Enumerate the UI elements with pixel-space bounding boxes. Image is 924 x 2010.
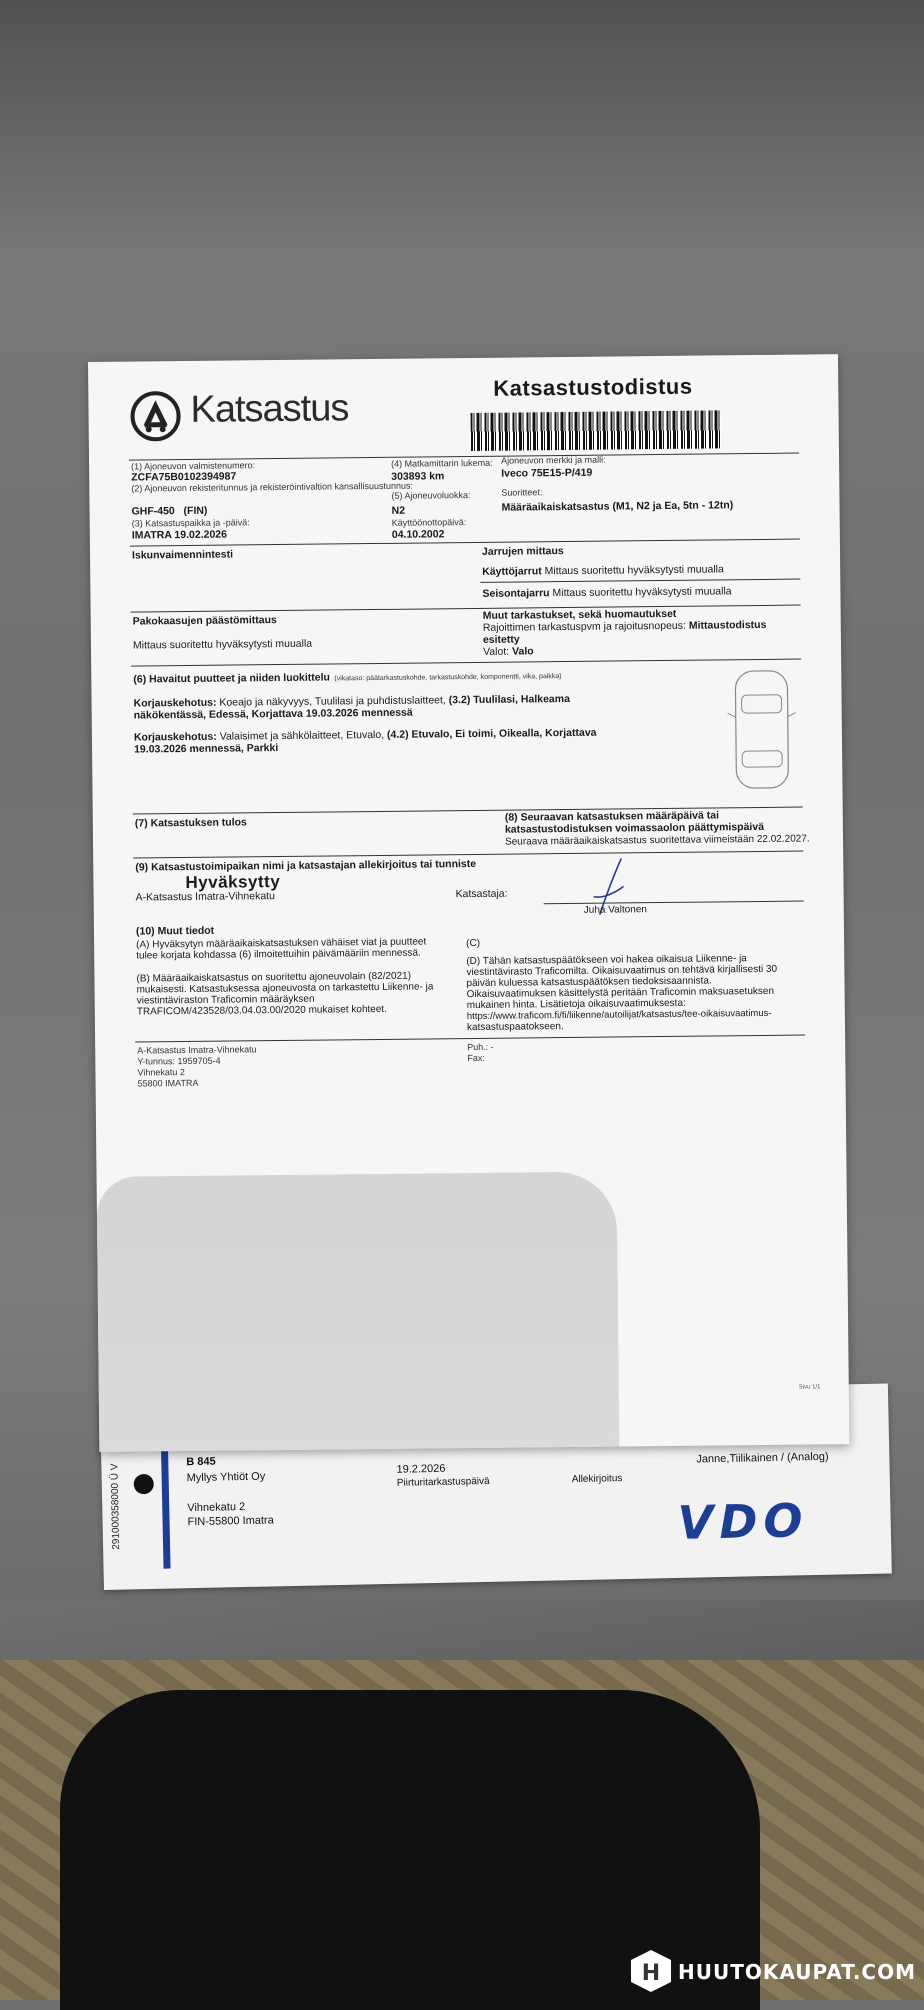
misc-d-4: Oikaisuvaatimuksen käsittelystä peritään Traficomin maksuasetuksen xyxy=(466,985,775,1001)
brand-name: Katsastus xyxy=(190,387,349,431)
watermark-text: HUUTOKAUPAT.COM xyxy=(678,1960,916,1984)
defect2-item: (4.2) Etuvalo, Ei toimi, Oikealla, Korjattava xyxy=(386,726,597,741)
defect1-detail: näkökentässä, Edessä, Korjattava 19.03.2026 mennessä xyxy=(133,706,413,722)
reg-value: GHF-450 (FIN) xyxy=(131,504,208,518)
misc-title: (10) Muut tiedot xyxy=(135,924,215,938)
vin-label: (1) Ajoneuvon valmistenumero: xyxy=(131,460,256,472)
vdo-logo: VDO xyxy=(677,1493,810,1550)
odometer-value: 303893 km xyxy=(391,470,445,483)
signature-title: (9) Katsastustoimipaikan nimi ja katsastajan allekirjoitus tai tunniste xyxy=(135,857,477,874)
result-value: Hyväksytty xyxy=(185,872,281,893)
place-label: (3) Katsastuspaikka ja -päivä: xyxy=(131,517,250,529)
class-value: N2 xyxy=(391,504,406,517)
misc-d-3: päivän kuluessa katsastuspäätöksen tiedoksisaannista. xyxy=(466,975,712,990)
misc-d-1: (D) Tähän katsastuspäätökseen voi hakea oikaisua Liikenne- ja xyxy=(466,953,747,968)
parking-brake-value: Mittaus suoritettu hyväksytysti muualla xyxy=(552,585,732,600)
misc-b-1: (B) Määräaikaiskatsastus on suoritettu ajoneuvolain (82/2021) xyxy=(136,970,412,985)
defect2-detail: 19.03.2026 mennessä, Parkki xyxy=(133,742,279,756)
defect2-label: Korjauskehotus: xyxy=(133,730,217,744)
signer-name: Janne,Tiilikainen / (Analog) xyxy=(696,1450,829,1466)
misc-d-2: viestintävirasto Traficomilta. Oikaisuvaatimus on tehtävä kirjallisesti 30 xyxy=(466,963,778,979)
misc-c: (C) xyxy=(466,937,481,950)
defects-hint: (vikataso: päätarkastuskohde, tarkastuskohde, komponentti, vika, paikka) xyxy=(334,673,562,683)
workshop-address: Vihnekatu 2 xyxy=(187,1500,246,1515)
workshop-city: FIN-55800 Imatra xyxy=(187,1514,274,1529)
place-value: IMATRA 19.02.2026 xyxy=(131,528,228,542)
inspector-label: Katsastaja: xyxy=(455,887,508,901)
parking-brake-label: Seisontajarru xyxy=(482,587,550,600)
result-title: (7) Katsastuksen tulos xyxy=(134,816,247,830)
misc-a-2: tulee korjata kohdassa (6) ilmoitettuihin päivämääriin mennessä. xyxy=(136,947,421,962)
lights-value: Valo xyxy=(511,645,534,658)
check-date-label: Piirturitarkastuspäivä xyxy=(396,1475,490,1489)
performed-value: Määräaikaiskatsastus (M1, N2 ja Ea, 5tn - 12tn) xyxy=(501,499,734,514)
inspector-name: Juha Valtonen xyxy=(583,904,648,916)
next-title-1: (8) Seuraavan katsastuksen määräpäivä tai xyxy=(504,809,720,824)
footer-business-id: Y-tunnus: 1959705-4 xyxy=(137,1055,221,1067)
serial-number: 291000358000 Ü V xyxy=(109,1463,123,1550)
station-name: A-Katsastus Imatra-Vihnekatu xyxy=(135,890,275,904)
next-text: Seuraava määräaikaiskatsastus suoritettava viimeistään 22.02.2027. xyxy=(504,833,810,848)
other-line1-value: Mittaustodistus xyxy=(688,618,767,632)
make-value: Iveco 75E15-P/419 xyxy=(501,466,593,480)
misc-a-1: (A) Hyväksytyn määräaikaiskatsastuksen vähäiset viat ja puutteet xyxy=(136,936,427,951)
footer-street: Vihnekatu 2 xyxy=(137,1067,185,1078)
footer-phone: Puh.: - xyxy=(467,1041,494,1053)
next-title-2: katsastustodistuksen voimassaolon päättymispäivä xyxy=(504,820,765,836)
signature-label: Allekirjoitus xyxy=(571,1473,623,1486)
car-diagram-icon xyxy=(721,667,802,793)
workshop-code: B 845 xyxy=(186,1455,216,1469)
blue-strip xyxy=(161,1449,171,1569)
workshop-name: Myllys Yhtiöt Oy xyxy=(186,1470,266,1485)
misc-b-4: TRAFICOM/423528/03.04.03.00/2020 mukaiset kohteet. xyxy=(136,1003,388,1018)
svg-text:H: H xyxy=(641,1961,661,1986)
other-line1-label: Rajoittimen tarkastuspvm ja rajoitusnopeus: xyxy=(482,619,686,634)
document-title: Katsastustodistus xyxy=(493,373,693,401)
defects-title: (6) Havaitut puutteet ja niiden luokittelu xyxy=(133,671,330,686)
reg-label: (2) Ajoneuvon rekisteritunnus ja rekisteröintivaltion kansallisuustunnus: xyxy=(131,480,414,494)
first-use-value: 04.10.2002 xyxy=(391,528,445,541)
other-line2: esitetty xyxy=(482,633,520,646)
skid-test-title: Iskunvaimennintesti xyxy=(131,548,234,562)
lights-label: Valot: xyxy=(482,645,510,658)
service-brake-label: Käyttöjarrut xyxy=(482,565,542,578)
footer-fax: Fax: xyxy=(467,1052,485,1064)
footer-company: A-Katsastus Imatra-Vihnekatu xyxy=(137,1044,257,1056)
service-brake-value: Mittaus suoritettu hyväksytysti muualla xyxy=(544,563,724,578)
defect1-area: Koeajo ja näkyvyys, Tuulilasi ja puhdistuslaitteet, xyxy=(219,694,446,709)
check-date: 19.2.2026 xyxy=(396,1462,446,1476)
first-use-label: Käyttöönottopäivä: xyxy=(391,517,467,528)
vin-value: ZCFA75B0102394987 xyxy=(131,470,237,484)
defect1-label: Korjauskehotus: xyxy=(133,696,217,710)
exhaust-value: Mittaus suoritettu hyväksytysti muualla xyxy=(132,637,313,652)
misc-d-7: katsastuspaatokseen. xyxy=(466,1021,564,1034)
defect2-area: Valaisimet ja sähkölaitteet, Etuvalo, xyxy=(219,728,385,743)
punch-hole xyxy=(134,1474,154,1494)
barcode xyxy=(471,410,721,451)
defect1-item: (3.2) Tuulilasi, Halkeama xyxy=(448,692,570,707)
inspection-certificate xyxy=(88,354,849,1452)
other-title: Muut tarkastukset, sekä huomautukset xyxy=(482,607,677,622)
page-number: Sivu 1/1 xyxy=(798,1384,821,1391)
misc-b-2: mukaisesti. Katsastuksessa ajoneuvosta on tarkastettu Liikenne- ja xyxy=(136,981,434,996)
make-label: Ajoneuvon merkki ja malli: xyxy=(501,454,606,466)
phone-shadow xyxy=(97,1172,620,1452)
misc-d-6: https://www.traficom.fi/fi/liikenne/autoilijat/katsastus/tee-oikaisuvaatimus- xyxy=(466,1007,772,1023)
performed-label: Suoritteet: xyxy=(501,487,543,498)
brakes-title: Jarrujen mittaus xyxy=(481,545,564,558)
misc-d-5: mukainen hinta. Lisätietoja oikaisuvaatimuksesta: xyxy=(466,997,686,1012)
misc-b-3: viestintäviraston Traficomin määräyksen xyxy=(136,993,315,1007)
exhaust-title: Pakokaasujen päästömittaus xyxy=(132,614,277,628)
katsastus-logo-icon xyxy=(130,391,181,442)
watermark-cube-icon xyxy=(628,1948,674,1994)
footer-city: 55800 IMATRA xyxy=(137,1077,199,1089)
class-label: (5) Ajoneuvoluokka: xyxy=(391,490,471,501)
odometer-label: (4) Matkamittarin lukema: xyxy=(391,457,493,469)
